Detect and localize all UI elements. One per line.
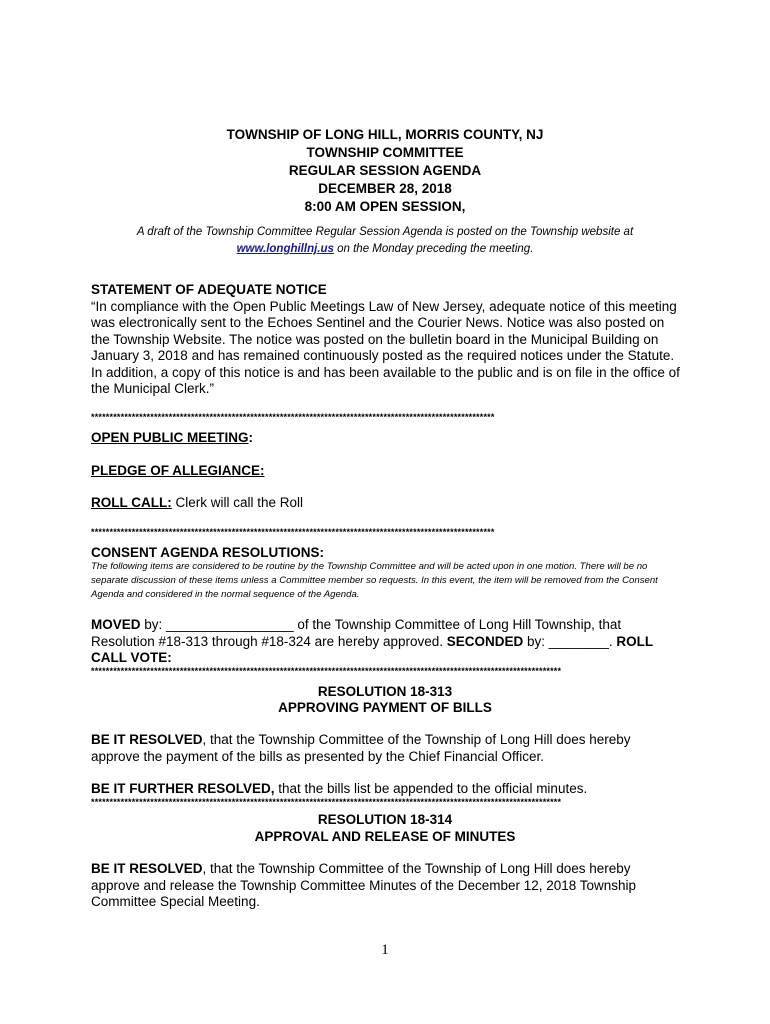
resolution-313-text: , that the Township Committee of the Township of Long Hill does hereby approve the payment of the bills as presented by the Chief Financial Officer. [91,732,631,764]
roll-call-label: ROLL CALL: [91,495,172,510]
moved-text: by: _________________ of the Township Committee of Long Hill Township, that Resolution #18-313 through #18-324 are hereby approved. [91,617,622,649]
consent-description: The following items are considered to be routine by the Township Committee and will be acted upon in one motion. There will be no separate discussion of these items unless a Committee member so requests. In this event, the item will be removed from the Consent Agenda and considered in the normal sequence of the Agenda. [91,561,658,600]
roll-call-vote: ROLL CALL VOTE: [91,633,653,665]
open-meeting-colon: : [248,430,254,445]
separator-3: ******************************************************************************************************************************* [91,666,562,676]
draft-note [0,224,770,258]
header-line-2: TOWNSHIP COMMITTEE [306,145,464,160]
header-line-5: 8:00 AM OPEN SESSION, [304,199,466,214]
seconded-label: SECONDED [446,633,524,649]
resolution-313-further-text: that the bills list be appended to the official minutes. [274,781,588,796]
resolution-314-title: APPROVAL AND RELEASE OF MINUTES [254,829,516,844]
resolution-314-body [91,861,681,911]
motion [91,617,681,667]
adequate-notice [91,282,681,398]
roll-call-text: Clerk will call the Roll [171,495,304,510]
website-link[interactable]: www.longhillnj.us [236,243,334,255]
be-it-further-resolved: BE IT FURTHER RESOLVED, [91,781,275,796]
notice-text: “In compliance with the Open Public Meetings Law of New Jersey, adequate notice of this meeting was electronically sent to the Echoes Sentinel and the Courier News. Notice was also posted on the Township Website. The notice was posted on the bulletin board in the Municipal Building on January 3, 2018 and has remained continuously posted as the required notices under the Statute. In addition, a copy of this notice is and has been available to the public and is on file in the office of the Municipal Clerk.” [91,298,680,396]
header-line-3: REGULAR SESSION AGENDA [288,163,482,178]
open-public-meeting [91,430,681,447]
separator-4: ******************************************************************************************************************************* [91,797,562,807]
be-it-resolved-314: BE IT RESOLVED [91,861,203,876]
notice-heading: STATEMENT OF ADEQUATE NOTICE [91,282,327,297]
header-line-4: DECEMBER 28, 2018 [318,181,452,196]
pledge-of-allegiance [91,463,681,480]
resolution-313-title: APPROVING PAYMENT OF BILLS [278,700,492,715]
roll-call [91,495,681,512]
resolution-314-number: RESOLUTION 18-314 [317,812,453,827]
resolution-313-further [91,781,681,798]
resolution-314-text: , that the Township Committee of the Township of Long Hill does hereby approve and release the Township Committee Minutes of the December 12, 2018 Township Committee Special Meeting. [91,861,637,909]
draft-note-text: A draft of the Township Committee Regular Session Agenda is posted on the Township website at [136,226,634,238]
header-line-1: TOWNSHIP OF LONG HILL, MORRIS COUNTY, NJ [226,127,544,142]
resolution-313-number: RESOLUTION 18-313 [317,684,453,699]
moved-label: MOVED [91,617,141,632]
resolution-313-body [91,732,681,765]
open-meeting-label: OPEN PUBLIC MEETING [91,430,249,445]
be-it-resolved-313: BE IT RESOLVED [91,732,203,747]
consent-heading-text: CONSENT AGENDA RESOLUTIONS: [91,545,325,560]
pledge-label: PLEDGE OF ALLEGIANCE: [91,463,265,478]
seconded-text: by: ________. [523,633,617,649]
separator-1: ************************************************************************************************************* [91,412,495,422]
draft-note-after: on the Monday preceding the meeting. [333,243,534,255]
separator-2: ************************************************************************************************************* [91,527,495,537]
page-number: 1 [381,942,389,958]
